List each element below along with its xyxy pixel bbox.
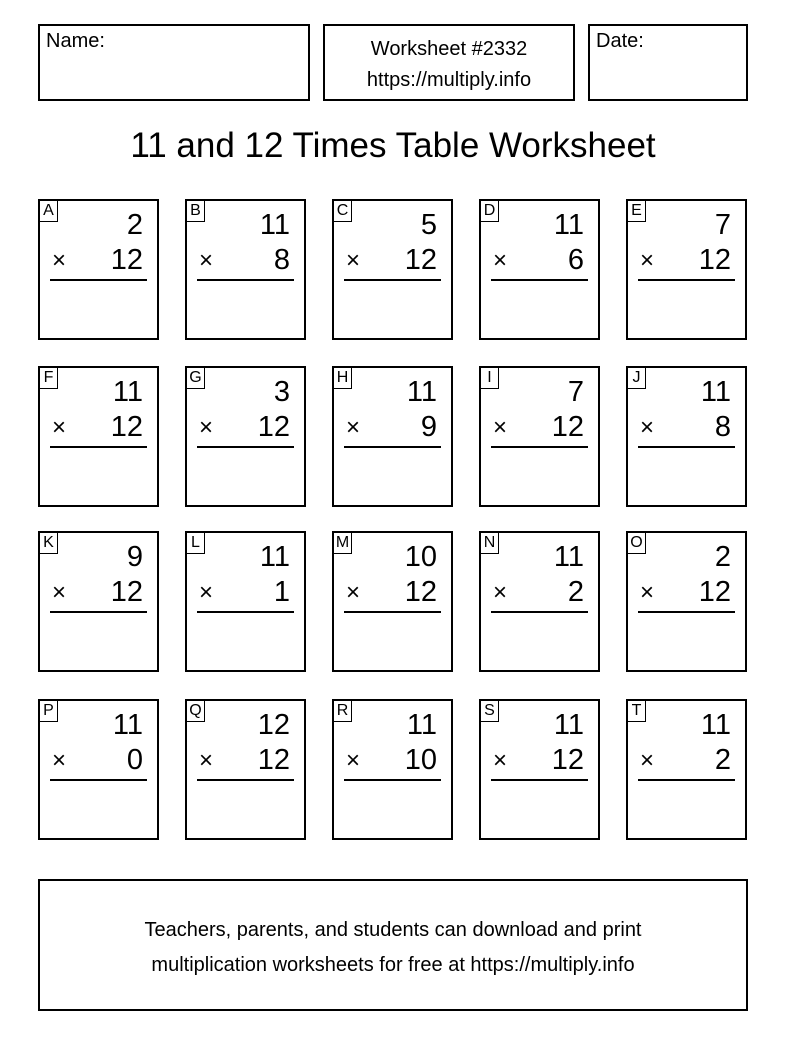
multiplicand: 11 bbox=[700, 709, 731, 741]
answer-line bbox=[197, 446, 294, 448]
times-sign: × bbox=[640, 579, 655, 606]
problem-label: L bbox=[186, 532, 205, 554]
problem-card[interactable] bbox=[479, 366, 600, 507]
times-sign: × bbox=[346, 414, 361, 441]
problem-label: K bbox=[39, 532, 58, 554]
problem-label: Q bbox=[186, 700, 205, 722]
times-sign: × bbox=[199, 579, 214, 606]
name-label: Name: bbox=[46, 30, 105, 52]
times-sign: × bbox=[640, 414, 655, 441]
answer-line bbox=[50, 446, 147, 448]
problem-label: T bbox=[627, 700, 646, 722]
footer-line-1: Teachers, parents, and students can download and print bbox=[144, 919, 642, 941]
problem-card[interactable] bbox=[626, 531, 747, 672]
problem-label: J bbox=[627, 367, 646, 389]
problem-label: D bbox=[480, 200, 499, 222]
answer-line bbox=[344, 779, 441, 781]
problem-label: P bbox=[39, 700, 58, 722]
times-sign: × bbox=[52, 747, 67, 774]
problem-label: C bbox=[333, 200, 352, 222]
multiplicand: 11 bbox=[259, 209, 290, 241]
multiplicand: 11 bbox=[553, 709, 584, 741]
answer-line bbox=[197, 279, 294, 281]
multiplier: 12 bbox=[110, 576, 143, 608]
multiplicand: 11 bbox=[112, 709, 143, 741]
problem-card[interactable] bbox=[626, 366, 747, 507]
multiplicand: 3 bbox=[273, 376, 290, 408]
problem-card[interactable] bbox=[332, 366, 453, 507]
problem-card[interactable] bbox=[479, 531, 600, 672]
problem-label: B bbox=[186, 200, 205, 222]
problem-card[interactable] bbox=[185, 531, 306, 672]
multiplier: 1 bbox=[273, 576, 290, 608]
problem-card[interactable] bbox=[38, 699, 159, 840]
answer-line bbox=[344, 446, 441, 448]
multiplier: 12 bbox=[110, 411, 143, 443]
answer-line bbox=[491, 446, 588, 448]
multiplicand: 2 bbox=[714, 541, 731, 573]
problem-label: I bbox=[480, 367, 499, 389]
multiplicand: 11 bbox=[259, 541, 290, 573]
times-sign: × bbox=[640, 747, 655, 774]
multiplicand: 11 bbox=[406, 376, 437, 408]
problem-label: H bbox=[333, 367, 352, 389]
multiplier: 0 bbox=[126, 744, 143, 776]
problem-label: M bbox=[333, 532, 352, 554]
worksheet-number: Worksheet #2332 bbox=[370, 38, 528, 60]
multiplicand: 11 bbox=[553, 209, 584, 241]
problem-card[interactable] bbox=[332, 699, 453, 840]
multiplier: 8 bbox=[714, 411, 731, 443]
date-box[interactable] bbox=[588, 24, 748, 101]
answer-line bbox=[638, 446, 735, 448]
answer-line bbox=[638, 611, 735, 613]
problem-label: G bbox=[186, 367, 205, 389]
times-sign: × bbox=[346, 247, 361, 274]
multiplicand: 9 bbox=[126, 541, 143, 573]
answer-line bbox=[638, 279, 735, 281]
problem-card[interactable] bbox=[185, 699, 306, 840]
answer-line bbox=[197, 779, 294, 781]
times-sign: × bbox=[493, 579, 508, 606]
footer-box bbox=[38, 879, 748, 1011]
times-sign: × bbox=[493, 247, 508, 274]
multiplier: 6 bbox=[567, 244, 584, 276]
problem-card[interactable] bbox=[185, 199, 306, 340]
problem-card[interactable] bbox=[38, 366, 159, 507]
times-sign: × bbox=[52, 247, 67, 274]
multiplier: 8 bbox=[273, 244, 290, 276]
page-title: 11 and 12 Times Table Worksheet bbox=[130, 126, 656, 165]
multiplier: 12 bbox=[257, 411, 290, 443]
answer-line bbox=[344, 279, 441, 281]
answer-line bbox=[50, 279, 147, 281]
multiplicand: 7 bbox=[714, 209, 731, 241]
multiplier: 12 bbox=[551, 744, 584, 776]
problem-card[interactable] bbox=[38, 531, 159, 672]
multiplier: 2 bbox=[714, 744, 731, 776]
answer-line bbox=[491, 279, 588, 281]
answer-line bbox=[491, 611, 588, 613]
multiplier: 2 bbox=[567, 576, 584, 608]
date-label: Date: bbox=[596, 30, 644, 52]
multiplier: 12 bbox=[551, 411, 584, 443]
times-sign: × bbox=[199, 414, 214, 441]
problem-label: R bbox=[333, 700, 352, 722]
times-sign: × bbox=[640, 247, 655, 274]
times-sign: × bbox=[346, 579, 361, 606]
problem-label: A bbox=[39, 200, 58, 222]
answer-line bbox=[638, 779, 735, 781]
times-sign: × bbox=[199, 247, 214, 274]
multiplicand: 10 bbox=[404, 541, 437, 573]
multiplicand: 11 bbox=[700, 376, 731, 408]
worksheet-info-box bbox=[323, 24, 575, 101]
problem-label: N bbox=[480, 532, 499, 554]
name-box[interactable] bbox=[38, 24, 310, 101]
answer-line bbox=[197, 611, 294, 613]
multiplier: 9 bbox=[420, 411, 437, 443]
problem-label: O bbox=[627, 532, 646, 554]
worksheet-url[interactable]: https://multiply.info bbox=[366, 69, 532, 91]
multiplicand: 5 bbox=[420, 209, 437, 241]
multiplicand: 7 bbox=[567, 376, 584, 408]
problem-label: F bbox=[39, 367, 58, 389]
times-sign: × bbox=[52, 414, 67, 441]
multiplicand: 2 bbox=[126, 209, 143, 241]
problem-card[interactable] bbox=[332, 199, 453, 340]
multiplicand: 11 bbox=[112, 376, 143, 408]
answer-line bbox=[491, 779, 588, 781]
problem-card[interactable] bbox=[479, 699, 600, 840]
times-sign: × bbox=[346, 747, 361, 774]
multiplicand: 11 bbox=[553, 541, 584, 573]
multiplier: 12 bbox=[698, 576, 731, 608]
answer-line bbox=[344, 611, 441, 613]
times-sign: × bbox=[199, 747, 214, 774]
multiplier: 12 bbox=[404, 576, 437, 608]
times-sign: × bbox=[493, 414, 508, 441]
multiplier: 12 bbox=[698, 244, 731, 276]
multiplier: 12 bbox=[110, 244, 143, 276]
multiplier: 10 bbox=[404, 744, 437, 776]
answer-line bbox=[50, 779, 147, 781]
multiplicand: 12 bbox=[257, 709, 290, 741]
problem-label: E bbox=[627, 200, 646, 222]
problem-card[interactable] bbox=[479, 199, 600, 340]
multiplier: 12 bbox=[257, 744, 290, 776]
multiplicand: 11 bbox=[406, 709, 437, 741]
problem-card[interactable] bbox=[626, 699, 747, 840]
answer-line bbox=[50, 611, 147, 613]
problem-card[interactable] bbox=[38, 199, 159, 340]
problem-card[interactable] bbox=[185, 366, 306, 507]
times-sign: × bbox=[52, 579, 67, 606]
footer-line-2: multiplication worksheets for free at https://multiply.info bbox=[151, 954, 635, 976]
problem-card[interactable] bbox=[332, 531, 453, 672]
problem-card[interactable] bbox=[626, 199, 747, 340]
times-sign: × bbox=[493, 747, 508, 774]
problem-label: S bbox=[480, 700, 499, 722]
multiplier: 12 bbox=[404, 244, 437, 276]
